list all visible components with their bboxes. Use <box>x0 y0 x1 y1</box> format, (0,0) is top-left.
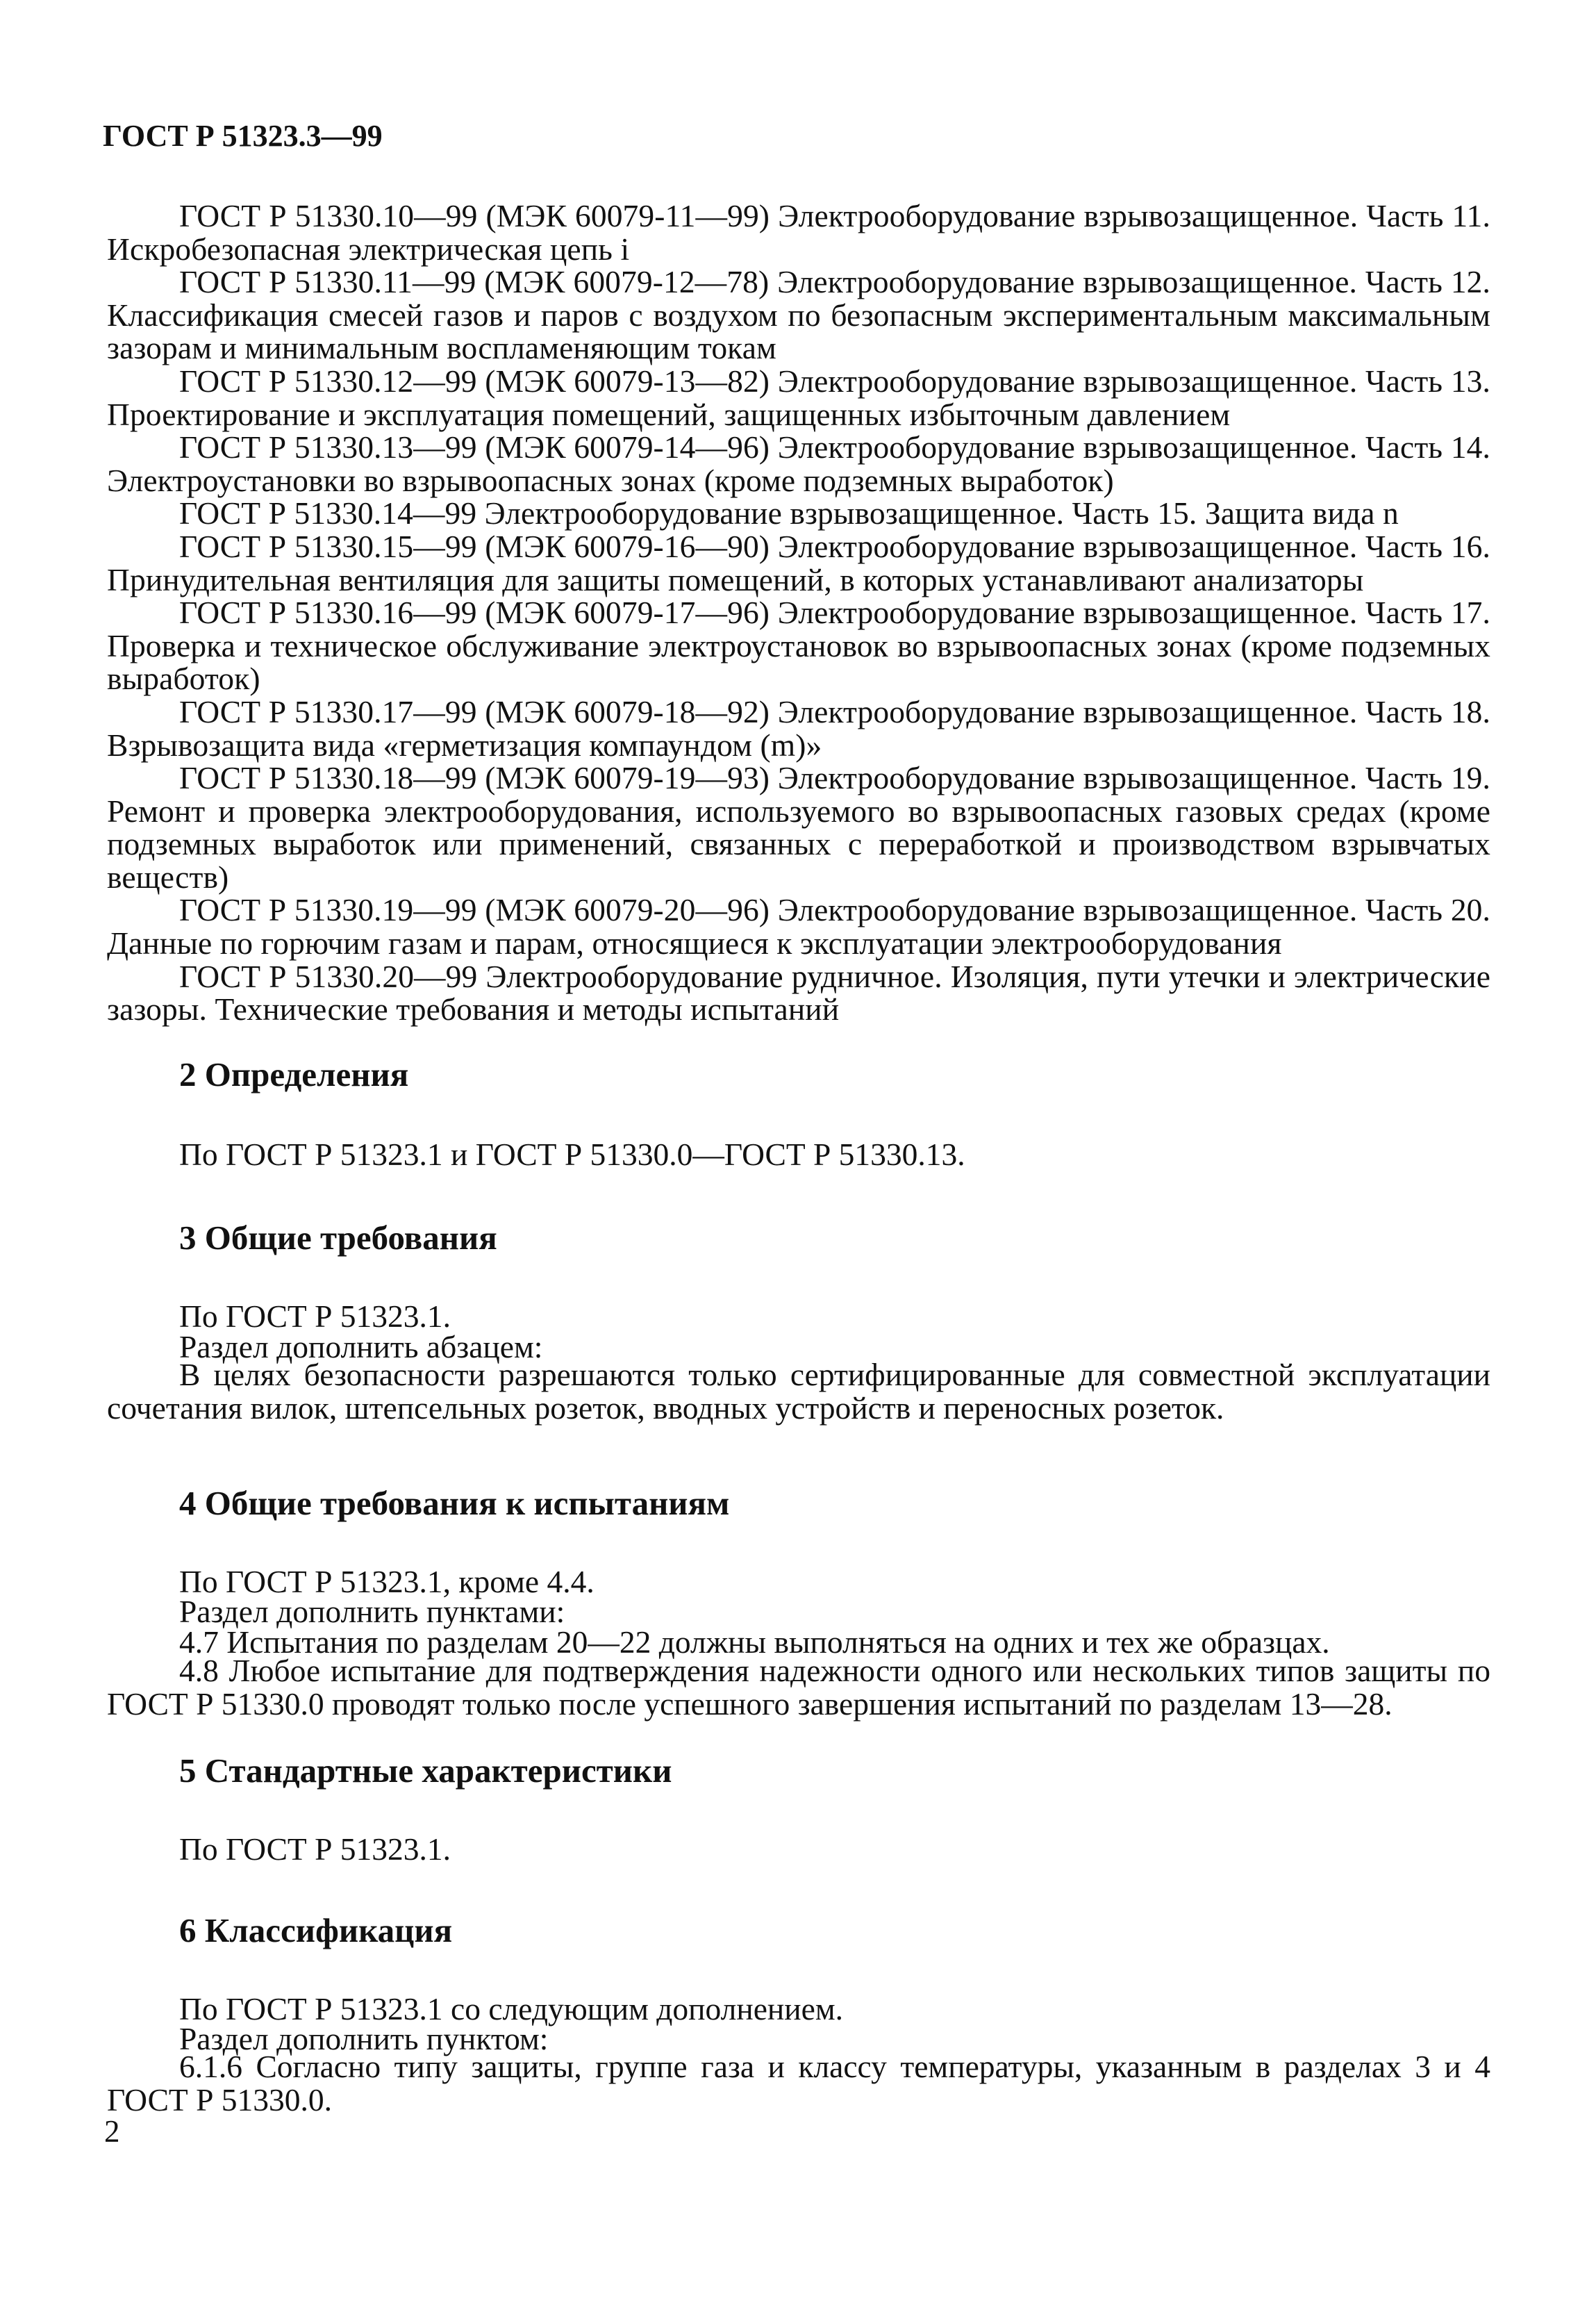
section-3-line-1: По ГОСТ Р 51323.1. <box>179 1298 451 1334</box>
section-5-text: По ГОСТ Р 51323.1. <box>179 1831 451 1867</box>
section-2-heading: 2 Определения <box>179 1055 409 1094</box>
section-4-item-4-8: 4.8 Любое испытание для подтверждения надежности одного или нескольких типов защиты по ГОСТ Р 51330.0 проводят только после успешного завершения испытаний по разделам 13—28. <box>107 1653 1490 1722</box>
page-number: 2 <box>104 2114 120 2149</box>
section-6-line-1: По ГОСТ Р 51323.1 со следующим дополнением. <box>179 1991 843 2027</box>
reference-item: ГОСТ Р 51330.18—99 (МЭК 60079-19—93) Электрооборудование взрывозащищенное. Часть 19. Ремонт и проверка электрооборудования, используемого во взрывоопасных газовых средах (кроме подземных выработок или применений, связанных с переработкой и производством взрывчатых веществ) <box>107 760 1490 895</box>
reference-item: ГОСТ Р 51330.11—99 (МЭК 60079-12—78) Электрооборудование взрывозащищенное. Часть 12. Классификация смесей газов и паров с воздухом по безопасным экспериментальным максимальным зазорам и минимальным воспламеняющим токам <box>107 264 1490 366</box>
reference-item: ГОСТ Р 51330.14—99 Электрооборудование взрывозащищенное. Часть 15. Защита вида n <box>179 495 1399 531</box>
section-6-heading: 6 Классификация <box>179 1911 453 1949</box>
reference-item: ГОСТ Р 51330.16—99 (МЭК 60079-17—96) Электрооборудование взрывозащищенное. Часть 17. Проверка и техническое обслуживание электроустановок во взрывоопасных зонах (кроме подземных выработок) <box>107 595 1490 697</box>
reference-item: ГОСТ Р 51330.20—99 Электрооборудование рудничное. Изоляция, пути утечки и электрические зазоры. Технические требования и методы испытаний <box>107 958 1490 1028</box>
section-3-paragraph: В целях безопасности разрешаются только сертифицированные для совместной эксплуатации сочетания вилок, штепсельных розеток, вводных устройств и переносных розеток. <box>107 1357 1490 1426</box>
reference-item: ГОСТ Р 51330.19—99 (МЭК 60079-20—96) Электрооборудование взрывозащищенное. Часть 20. Данные по горючим газам и парам, относящиеся к эксплуатации электрооборудования <box>107 892 1490 962</box>
reference-item: ГОСТ Р 51330.12—99 (МЭК 60079-13—82) Электрооборудование взрывозащищенное. Часть 13. Проектирование и эксплуатация помещений, защищенных избыточным давлением <box>107 363 1490 432</box>
section-4-line-1: По ГОСТ Р 51323.1, кроме 4.4. <box>179 1564 595 1599</box>
references-list <box>107 199 1490 1026</box>
section-3-heading: 3 Общие требования <box>179 1219 497 1257</box>
section-4-item-4-7: 4.7 Испытания по разделам 20—22 должны выполняться на одних и тех же образцах. <box>179 1624 1330 1660</box>
reference-item: ГОСТ Р 51330.10—99 (МЭК 60079-11—99) Электрооборудование взрывозащищенное. Часть 11. Искробезопасная электрическая цепь i <box>107 198 1490 267</box>
section-2-text: По ГОСТ Р 51323.1 и ГОСТ Р 51330.0—ГОСТ Р 51330.13. <box>179 1137 965 1172</box>
section-5-heading: 5 Стандартные характеристики <box>179 1751 672 1790</box>
document-header: ГОСТ Р 51323.3—99 <box>103 119 383 153</box>
reference-item: ГОСТ Р 51330.15—99 (МЭК 60079-16—90) Электрооборудование взрывозащищенное. Часть 16. Принудительная вентиляция для защиты помещений, в которых устанавливают анализаторы <box>107 528 1490 597</box>
reference-item: ГОСТ Р 51330.13—99 (МЭК 60079-14—96) Электрооборудование взрывозащищенное. Часть 14. Электроустановки во взрывоопасных зонах (кроме подземных выработок) <box>107 429 1490 498</box>
section-4-heading: 4 Общие требования к испытаниям <box>179 1484 730 1522</box>
section-6-line-2: Раздел дополнить пунктом: <box>179 2021 549 2056</box>
section-3-line-2: Раздел дополнить абзацем: <box>179 1329 543 1364</box>
section-4-line-2: Раздел дополнить пунктами: <box>179 1594 565 1629</box>
section-6-item-6-1-6: 6.1.6 Согласно типу защиты, группе газа и классу температуры, указанным в разделах 3 и 4 ГОСТ Р 51330.0. <box>107 2049 1490 2118</box>
reference-item: ГОСТ Р 51330.17—99 (МЭК 60079-18—92) Электрооборудование взрывозащищенное. Часть 18. Взрывозащита вида «герметизация компаундом (m)» <box>107 693 1490 763</box>
